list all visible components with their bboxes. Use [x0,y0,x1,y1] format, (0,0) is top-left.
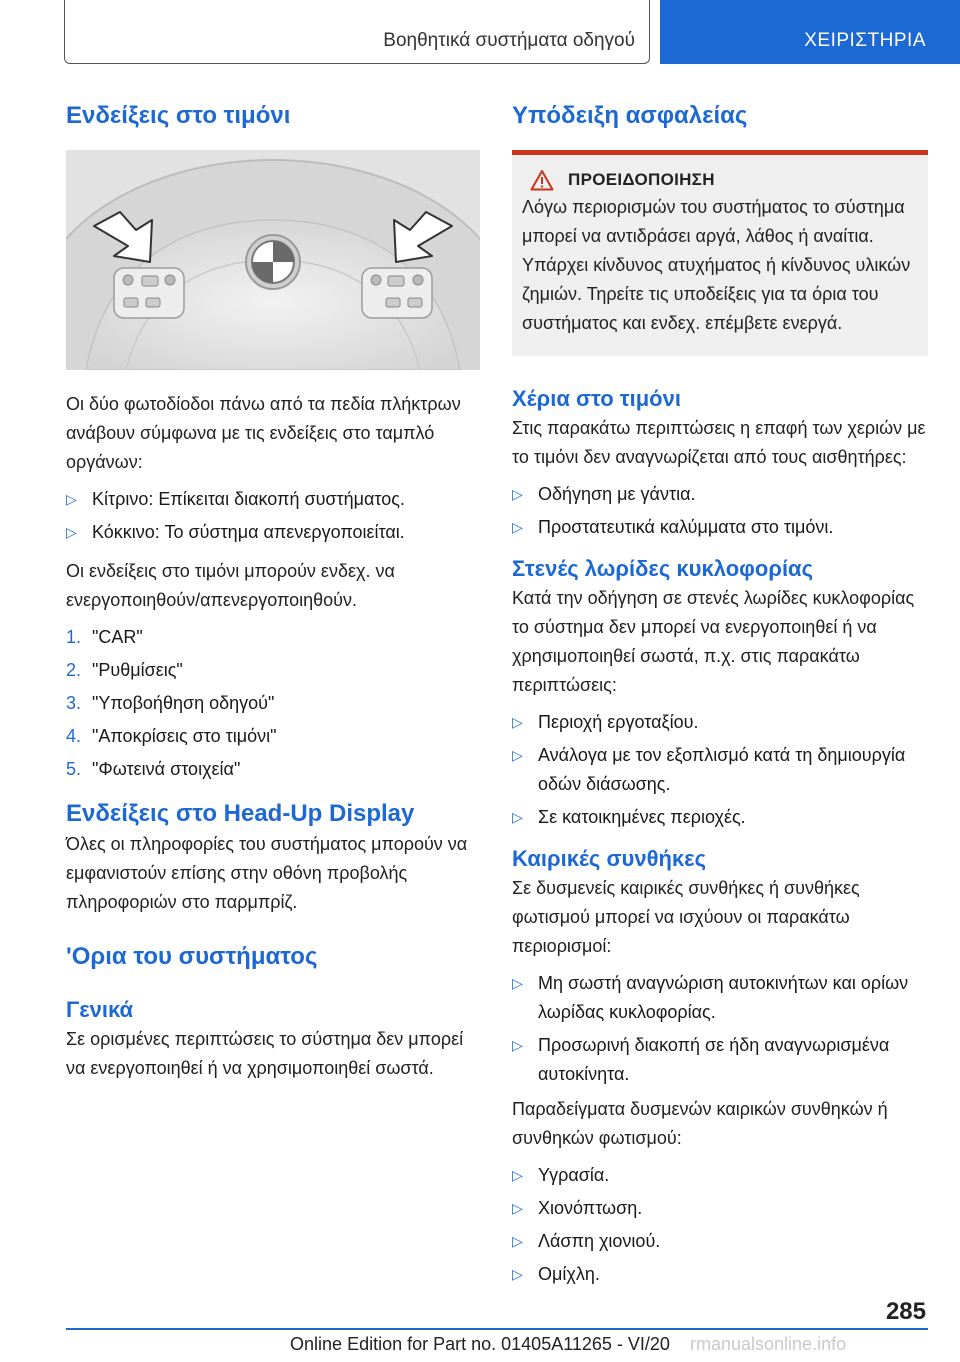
list-item-text: Κίτρινο: Επίκειται διακοπή συστήματος. [92,489,405,509]
narrow-list [512,708,930,832]
list-item-text: Περιοχή εργοταξίου. [538,712,699,732]
list-item [512,803,930,832]
triangle-bullet-icon: ▷ [512,975,523,991]
paragraph-general: Σε ορισμένες περιπτώσεις το σύστημα δεν μπορεί να ενεργοποιηθεί ή να χρησιμοποιηθεί σωστά. [66,1029,464,1078]
step-number: 5. [66,759,82,779]
list-item-text: Προστατευτικά καλύμματα στο τιμόνι. [538,517,834,537]
paragraph-hud: Όλες οι πληροφορίες του συστήματος μπορούν να εμφανιστούν επίσης στην οθόνη προβολής πληροφοριών στο παρμπρίζ. [66,834,468,912]
step-number: 1. [66,627,82,647]
list-item-text: Λάσπη χιονιού. [538,1231,661,1251]
list-item-text: Μη σωστή αναγνώριση αυτοκινήτων και ορίων λωρίδας κυκλοφορίας. [538,973,909,1022]
warning-title: ΠΡΟΕΙΔΟΠΟΙΗΣΗ [568,170,715,189]
paragraph-examples: Παραδείγματα δυσμενών καιρικών συνθηκών ή συνθηκών φωτισμού: [512,1099,888,1148]
list-item [512,969,930,1027]
footer-edition: Online Edition for Part no. 01405A11265 - VI/20 [290,1334,670,1354]
paragraph-narrow: Κατά την οδήγηση σε στενές λωρίδες κυκλοφορίας το σύστημα δεν μπορεί να ενεργοποιηθεί ή να χρησιμοποιηθεί σωστά, π.χ. στις παρακάτω περιπτώσεις: [512,588,915,695]
step-text: "Φωτεινά στοιχεία" [92,759,241,779]
warning-text: Λόγω περιορισμών του συστήματος το σύστημα μπορεί να αντιδράσει αργά, λάθος ή αναίτια. Υπάρχει κίνδυνος ατυχήματος ή κίνδυνος υλικών ζημιών. Τηρείτε τις υποδείξεις για τα όρια του συστήματος και ενδεχ. επέμβετε ενεργά. [522,197,911,333]
examples-list [512,1161,930,1289]
header-chapter-box [64,0,650,64]
list-item-text: Οδήγηση με γάντια. [538,484,696,504]
step-item [66,722,482,751]
list-item-text: Σε κατοικημένες περιοχές. [538,807,746,827]
section-tab[interactable] [660,0,960,64]
list-item-text: Ανάλογα με τον εξοπλισμό κατά τη δημιουργία οδών διάσωσης. [538,745,906,794]
step-text: "CAR" [92,627,143,647]
steering-wheel-illustration [66,150,480,370]
settings-steps [66,623,482,784]
step-text: "Αποκρίσεις στο τιμόνι" [92,726,277,746]
step-text: "Υποβοήθηση οδηγού" [92,693,275,713]
heading-head-up-display: Ενδείξεις στο Head-Up Display [66,800,415,827]
list-item [512,1031,930,1089]
list-item-text: Κόκκινο: Το σύστημα απενεργοποιείται. [92,522,405,542]
paragraph-leds: Οι δύο φωτοδίοδοι πάνω από τα πεδία πλήκτρων ανάβουν σύμφωνα με τις ενδείξεις στο ταμπλό οργάνων: [66,394,461,472]
heading-steering-indicators: Ενδείξεις στο τιμόνι [66,102,291,129]
step-item [66,623,482,652]
list-item-text: Προσωρινή διακοπή σε ήδη αναγνωρισμένα αυτοκίνητα. [538,1035,890,1084]
list-item-text: Χιονόπτωση. [538,1198,643,1218]
paragraph-toggle: Οι ενδείξεις στο τιμόνι μπορούν ενδεχ. να ενεργοποιηθούν/απενεργοποιηθούν. [66,561,395,610]
triangle-bullet-icon: ▷ [66,491,77,507]
list-item [66,485,482,514]
paragraph-weather: Σε δυσμενείς καιρικές συνθήκες ή συνθήκες φωτισμού μπορεί να ισχύουν οι παρακάτω περιορισμοί: [512,878,860,956]
triangle-bullet-icon: ▷ [512,1266,523,1282]
list-item [512,1194,930,1223]
step-item [66,755,482,784]
list-item [512,480,930,509]
left-column [66,100,482,1083]
triangle-bullet-icon: ▷ [512,1200,523,1216]
led-list [66,485,482,547]
right-column [512,100,930,1293]
footer-rule [66,1328,928,1330]
heading-hands-on-wheel: Χέρια στο τιμόνι [512,386,681,411]
list-item [512,513,930,542]
list-item-text: Υγρασία. [538,1165,610,1185]
heading-safety-note: Υπόδειξη ασφαλείας [512,102,748,129]
list-item [512,1227,930,1256]
step-number: 4. [66,726,82,746]
section-tab-label: ΧΕΙΡΙΣΤΗΡΙΑ [804,30,926,51]
triangle-bullet-icon: ▷ [512,1167,523,1183]
triangle-bullet-icon: ▷ [512,1233,523,1249]
triangle-bullet-icon: ▷ [512,1037,523,1053]
heading-general: Γενικά [66,997,134,1022]
triangle-bullet-icon: ▷ [512,747,523,763]
list-item [512,708,930,737]
step-number: 3. [66,693,82,713]
page-number: 285 [885,1298,926,1325]
chapter-title: Βοηθητικά συστήματα οδηγού [383,30,635,51]
list-item [512,1161,930,1190]
triangle-bullet-icon: ▷ [512,486,523,502]
heading-weather: Καιρικές συνθήκες [512,846,707,871]
hands-list [512,480,930,542]
heading-narrow-lanes: Στενές λωρίδες κυκλοφορίας [512,556,814,581]
list-item-text: Ομίχλη. [538,1264,600,1284]
list-item [66,518,482,547]
steering-wheel-figure [66,150,480,370]
triangle-bullet-icon: ▷ [512,809,523,825]
paragraph-hands: Στις παρακάτω περιπτώσεις η επαφή των χεριών με το τιμόνι δεν αναγνωρίζεται από τους αισθητήρες: [512,418,926,467]
step-item [66,656,482,685]
step-item [66,689,482,718]
footer-watermark: rmanualsonline.info [690,1334,847,1354]
heading-system-limits: 'Ορια του συστήματος [66,943,318,970]
list-item [512,1260,930,1289]
weather-list [512,969,930,1089]
step-text: "Ρυθμίσεις" [92,660,183,680]
warning-triangle-icon [530,169,554,191]
warning-header [530,169,918,191]
triangle-bullet-icon: ▷ [512,714,523,730]
step-number: 2. [66,660,82,680]
triangle-bullet-icon: ▷ [512,519,523,535]
triangle-bullet-icon: ▷ [66,524,77,540]
warning-box [512,155,928,356]
list-item [512,741,930,799]
